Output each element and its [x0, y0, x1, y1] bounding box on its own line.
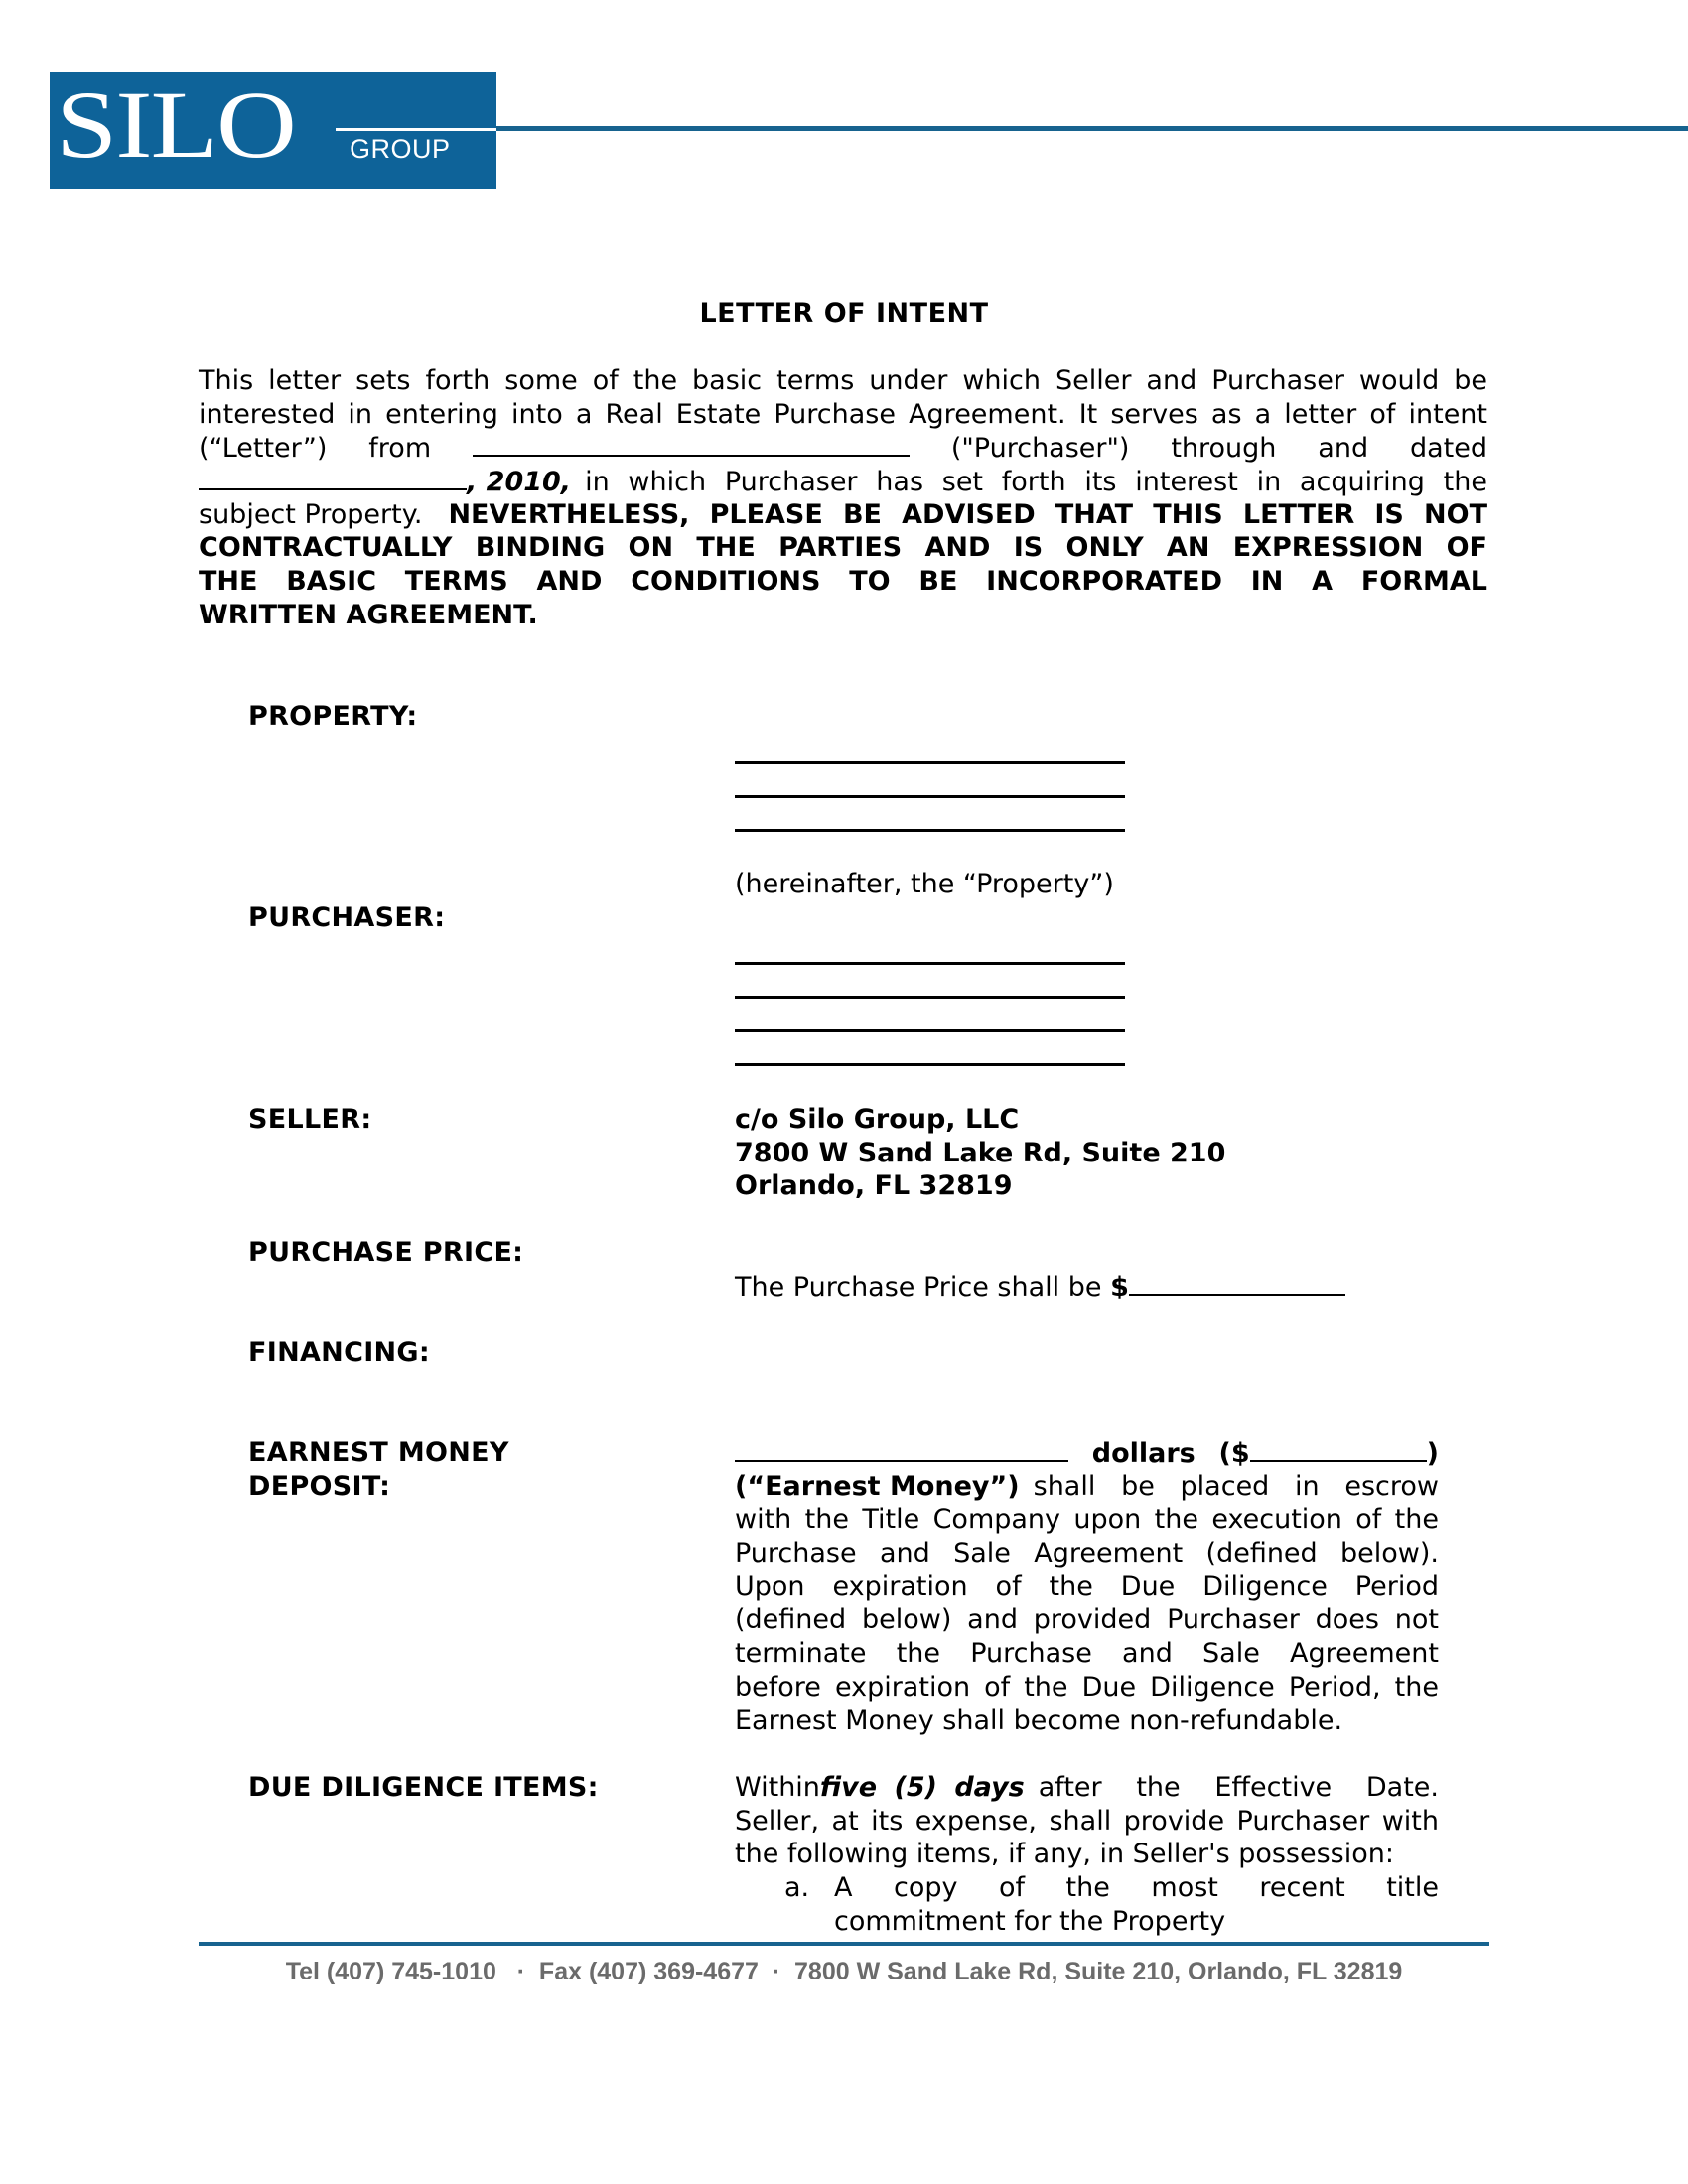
disclaimer-text: CONTRACTUALLY BINDING ON THE PARTIES AND IS ONLY AN EXPRESSION OF	[199, 532, 1487, 564]
intro-line: (“Letter”) from ("Purchaser") through and dated	[199, 433, 1487, 465]
year-text: , 2010,	[467, 467, 572, 498]
intro-line: subject Property. NEVERTHELESS, PLEASE BE ADVISED THAT THIS LETTER IS NOT	[199, 498, 1487, 530]
seller-address-line: Orlando, FL 32819	[735, 1170, 1013, 1202]
header-rule	[496, 126, 1688, 131]
earnest-money-label: EARNEST MONEY DEPOSIT:	[248, 1437, 509, 1502]
list-item: a. A copy of the most recent title commitment for the Property	[784, 1872, 1439, 1937]
logo-wordmark: SILO	[56, 72, 295, 179]
intro-line: , 2010, in which Purchaser has set forth its interest in acquiring the	[199, 465, 1487, 498]
property-line-2[interactable]	[735, 795, 1125, 798]
property-line-3[interactable]	[735, 829, 1125, 832]
property-note: (hereinafter, the “Property”)	[735, 869, 1114, 899]
purchaser-line-3[interactable]	[735, 1029, 1125, 1032]
seller-label: SELLER:	[248, 1104, 372, 1135]
intro-paragraph	[199, 364, 1487, 632]
purchaser-label: PURCHASER:	[248, 902, 446, 933]
purchaser-line-4[interactable]	[735, 1063, 1125, 1066]
purchase-price-blank[interactable]	[1129, 1270, 1345, 1296]
purchase-price-sentence: The Purchase Price shall be $	[735, 1270, 1345, 1304]
intro-line: interested in entering into a Real Estate Purchase Agreement. It serves as a letter of intent	[199, 398, 1487, 430]
logo-subtitle: GROUP	[350, 134, 451, 164]
purchaser-name-blank[interactable]	[473, 431, 910, 457]
footer-contact: Tel (407) 745-1010 · Fax (407) 369-4677 · 7800 W Sand Lake Rd, Suite 210, Orlando, FL 32819	[285, 1958, 1403, 1985]
earnest-money-text: dollars ($ ) (“Earnest Money”) shall be placed in escrow with the Title Company upon the execution of the Purchase and Sale Agreement (defined below). Upon expiration of the Due Diligence Period (defined below) and provided Purchaser does not terminate the Purchase and Sale Agreement before expiration of the Due Diligence Period, the Earnest Money shall become non-refundable.	[735, 1438, 1439, 1736]
purchaser-line-1[interactable]	[735, 962, 1125, 965]
disclaimer-text: NEVERTHELESS, PLEASE BE ADVISED THAT THIS LETTER IS NOT	[448, 498, 1487, 530]
logo-rule	[336, 128, 496, 131]
property-label: PROPERTY:	[248, 701, 418, 732]
date-blank[interactable]	[199, 465, 467, 490]
earnest-amount-words-blank[interactable]	[735, 1436, 1068, 1462]
disclaimer-text: THE BASIC TERMS AND CONDITIONS TO BE INCORPORATED IN A FORMAL	[199, 566, 1487, 598]
disclaimer-text: WRITTEN AGREEMENT.	[199, 599, 538, 630]
page-title: LETTER OF INTENT	[699, 298, 989, 329]
footer-rule	[199, 1942, 1489, 1946]
financing-label: FINANCING:	[248, 1337, 430, 1368]
seller-address-line: c/o Silo Group, LLC	[735, 1104, 1020, 1135]
silo-group-logo	[50, 72, 496, 189]
due-diligence-period: five (5) days	[819, 1772, 1025, 1803]
property-line-1[interactable]	[735, 761, 1125, 764]
seller-address	[735, 1103, 1225, 1203]
seller-address-line: 7800 W Sand Lake Rd, Suite 210	[735, 1137, 1226, 1168]
purchase-price-label: PURCHASE PRICE:	[248, 1237, 524, 1268]
intro-line: This letter sets forth some of the basic terms under which Seller and Purchaser would be	[199, 365, 1487, 396]
due-diligence-label: DUE DILIGENCE ITEMS:	[248, 1772, 599, 1803]
due-diligence-text: Within five (5) days after the Effective Date. Seller, at its expense, shall provide Purchaser with the following items, if any, in Seller's possession: a. A copy of the most recent title commitment for the Property	[735, 1772, 1439, 1937]
purchaser-line-2[interactable]	[735, 996, 1125, 999]
earnest-amount-blank[interactable]	[1250, 1436, 1427, 1462]
